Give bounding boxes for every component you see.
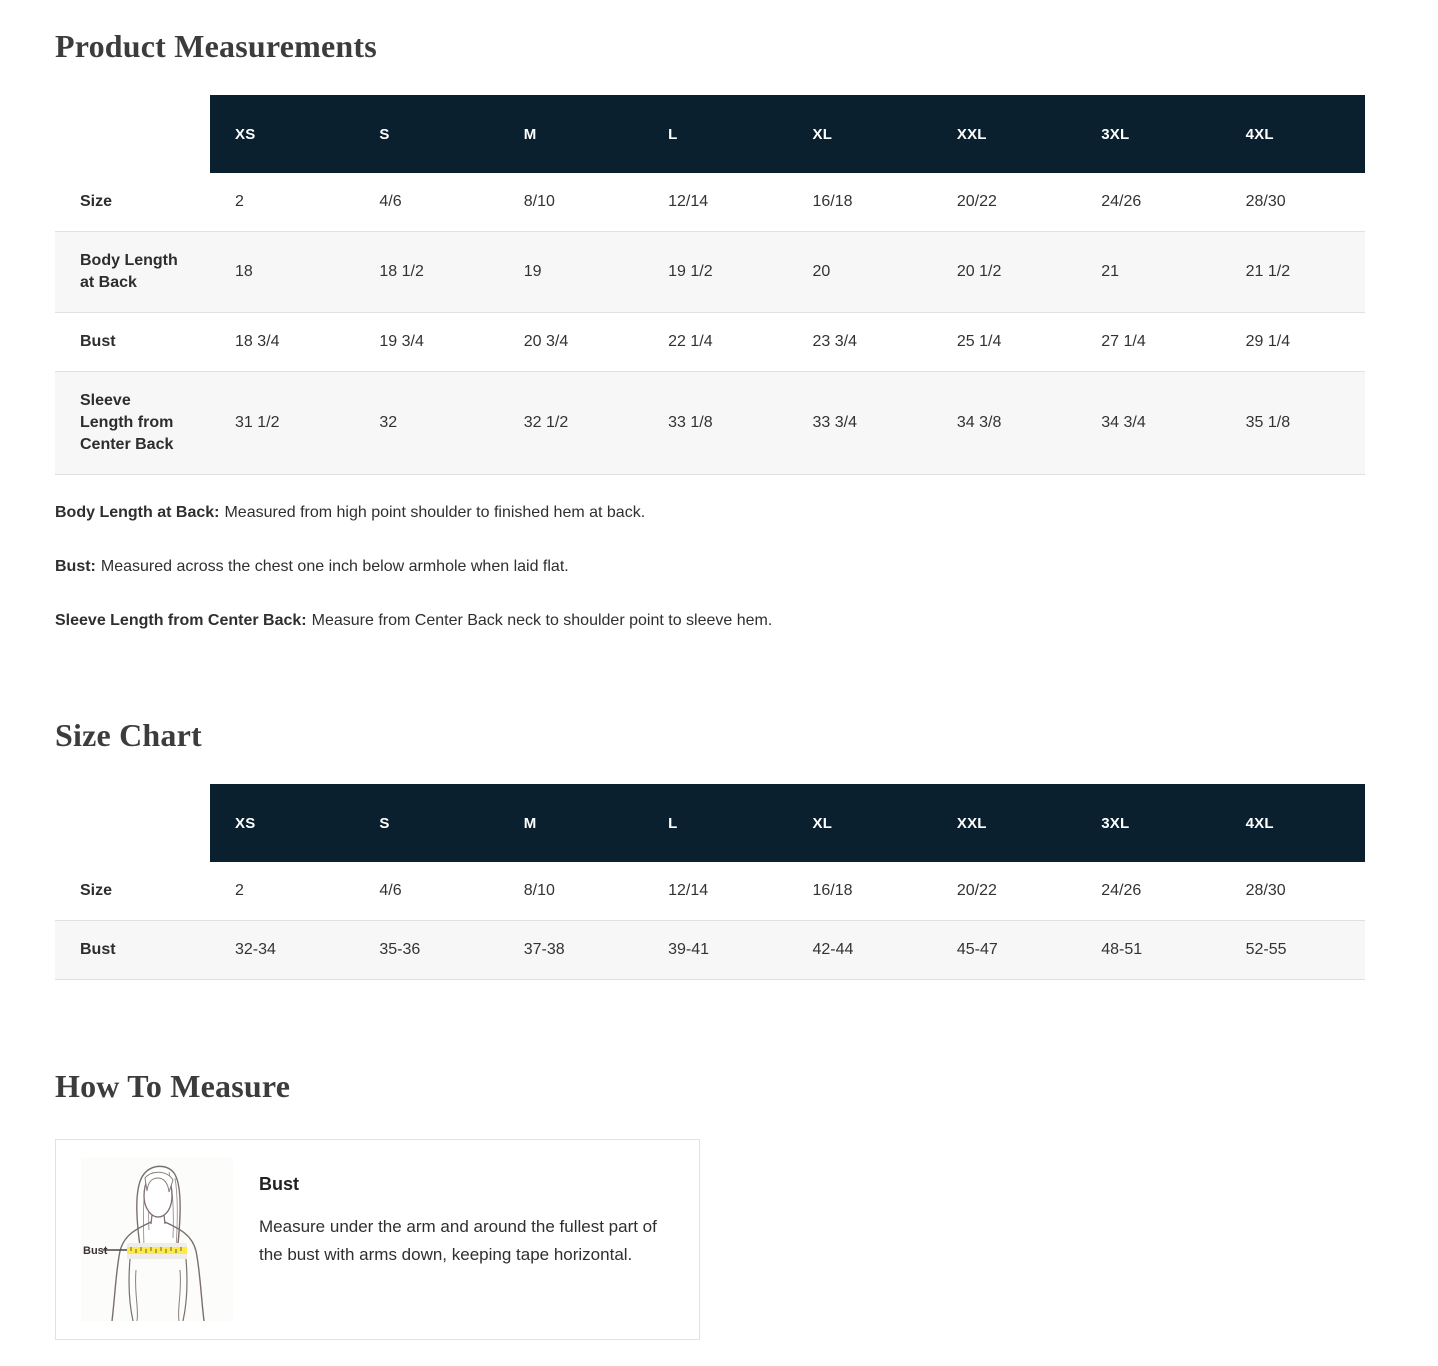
how-to-measure-title: How To Measure xyxy=(55,1068,291,1104)
table-header-row xyxy=(55,95,1365,173)
table-cell: 33 1/8 xyxy=(668,414,713,431)
column-header-xxl: XXL xyxy=(932,95,1076,173)
column-header-xs: XS xyxy=(210,95,354,173)
table-cell: 21 xyxy=(1101,263,1120,280)
table-cell: 2 xyxy=(235,193,244,210)
table-row-body-length xyxy=(55,232,1365,313)
how-to-measure-card xyxy=(55,1139,700,1340)
card-description: Measure under the arm and around the fullest part of the bust with arms down, keeping tape horizontal. xyxy=(259,1217,657,1264)
table-header-row xyxy=(55,784,1365,862)
note-term: Bust: xyxy=(55,558,96,575)
table-cell: 35-36 xyxy=(379,941,421,958)
table-cell: 34 3/4 xyxy=(1101,414,1146,431)
row-label: Bust xyxy=(80,941,116,958)
note-bust xyxy=(55,557,1365,577)
card-text-block xyxy=(259,1158,669,1269)
table-cell: 23 3/4 xyxy=(812,333,857,350)
table-cell: 20/22 xyxy=(956,882,997,899)
row-label: Size xyxy=(80,193,113,210)
table-cell: 32-34 xyxy=(235,941,276,958)
table-cell: 48-51 xyxy=(1101,941,1143,958)
table-cell: 39-41 xyxy=(668,941,710,958)
note-sleeve-length xyxy=(55,611,1365,631)
table-cell: 25 1/4 xyxy=(956,333,1002,350)
illustration-bust-label: Bust xyxy=(83,1245,108,1257)
size-chart-table xyxy=(55,784,1365,980)
table-cell: 33 3/4 xyxy=(812,414,857,431)
table-row-bust xyxy=(55,921,1365,980)
column-header-l: L xyxy=(643,95,787,173)
column-header-s: S xyxy=(354,95,498,173)
column-header-xl: XL xyxy=(788,95,932,173)
table-cell: 24/26 xyxy=(1101,882,1142,899)
table-cell: 20/22 xyxy=(956,193,997,210)
note-term: Sleeve Length from Center Back: xyxy=(55,612,307,629)
column-header-3xl: 3XL xyxy=(1076,95,1220,173)
product-measurements-title: Product Measurements xyxy=(55,28,377,64)
note-definition: Measure from Center Back neck to shoulder point to sleeve hem. xyxy=(311,612,773,629)
table-cell: 28/30 xyxy=(1245,882,1286,899)
column-header-xxl: XXL xyxy=(932,784,1076,862)
note-definition: Measured across the chest one inch below armhole when laid flat. xyxy=(100,558,569,575)
table-cell: 27 1/4 xyxy=(1101,333,1146,350)
table-cell: 45-47 xyxy=(956,941,998,958)
table-cell: 18 1/2 xyxy=(379,263,424,280)
note-definition: Measured from high point shoulder to finished hem at back. xyxy=(224,504,646,521)
size-chart-title: Size Chart xyxy=(55,717,202,753)
table-cell: 20 3/4 xyxy=(523,333,569,350)
row-label: Size xyxy=(80,882,113,899)
table-cell: 19 3/4 xyxy=(379,333,424,350)
header-corner-cell xyxy=(55,784,210,862)
column-header-l: L xyxy=(643,784,787,862)
table-cell: 18 xyxy=(235,263,253,280)
column-header-xl: XL xyxy=(788,784,932,862)
table-row-size xyxy=(55,862,1365,921)
table-cell: 29 1/4 xyxy=(1245,333,1291,350)
table-cell: 18 3/4 xyxy=(235,333,280,350)
row-label: Bust xyxy=(80,333,116,350)
table-row-size xyxy=(55,173,1365,232)
bust-measurement-illustration xyxy=(81,1158,233,1321)
table-cell: 32 1/2 xyxy=(523,414,569,431)
table-cell: 52-55 xyxy=(1245,941,1287,958)
table-cell: 2 xyxy=(235,882,244,899)
header-corner-cell xyxy=(55,95,210,173)
table-cell: 37-38 xyxy=(523,941,565,958)
table-cell: 4/6 xyxy=(379,193,402,210)
table-row-sleeve-length xyxy=(55,372,1365,475)
table-cell: 24/26 xyxy=(1101,193,1142,210)
table-cell: 31 1/2 xyxy=(235,414,280,431)
table-cell: 4/6 xyxy=(379,882,402,899)
card-heading: Bust xyxy=(259,1174,299,1194)
row-label: Body Length at Back xyxy=(80,252,178,291)
table-cell: 35 1/8 xyxy=(1245,414,1291,431)
table-cell: 8/10 xyxy=(523,882,555,899)
table-cell: 32 xyxy=(379,414,398,431)
table-cell: 34 3/8 xyxy=(956,414,1002,431)
note-body-length xyxy=(55,503,1365,523)
table-cell: 20 xyxy=(812,263,831,280)
table-cell: 28/30 xyxy=(1245,193,1286,210)
product-measurements-section xyxy=(55,28,1365,631)
column-header-4xl: 4XL xyxy=(1221,784,1365,862)
note-term: Body Length at Back: xyxy=(55,504,220,521)
column-header-m: M xyxy=(499,95,643,173)
table-cell: 42-44 xyxy=(812,941,854,958)
column-header-m: M xyxy=(499,784,643,862)
column-header-4xl: 4XL xyxy=(1221,95,1365,173)
table-cell: 12/14 xyxy=(668,193,709,210)
column-header-xs: XS xyxy=(210,784,354,862)
how-to-measure-section xyxy=(55,1068,1365,1340)
size-chart-section xyxy=(55,717,1365,980)
table-cell: 20 1/2 xyxy=(956,263,1002,280)
column-header-3xl: 3XL xyxy=(1076,784,1220,862)
row-label: Sleeve Length from Center Back xyxy=(80,392,174,453)
table-cell: 19 xyxy=(523,263,542,280)
table-cell: 21 1/2 xyxy=(1245,263,1291,280)
table-cell: 19 1/2 xyxy=(668,263,713,280)
table-cell: 8/10 xyxy=(523,193,555,210)
table-cell: 22 1/4 xyxy=(668,333,713,350)
table-cell: 16/18 xyxy=(812,882,853,899)
table-row-bust xyxy=(55,313,1365,372)
table-cell: 12/14 xyxy=(668,882,709,899)
table-cell: 16/18 xyxy=(812,193,853,210)
column-header-s: S xyxy=(354,784,498,862)
product-measurements-table xyxy=(55,95,1365,475)
measurement-notes xyxy=(55,503,1365,631)
